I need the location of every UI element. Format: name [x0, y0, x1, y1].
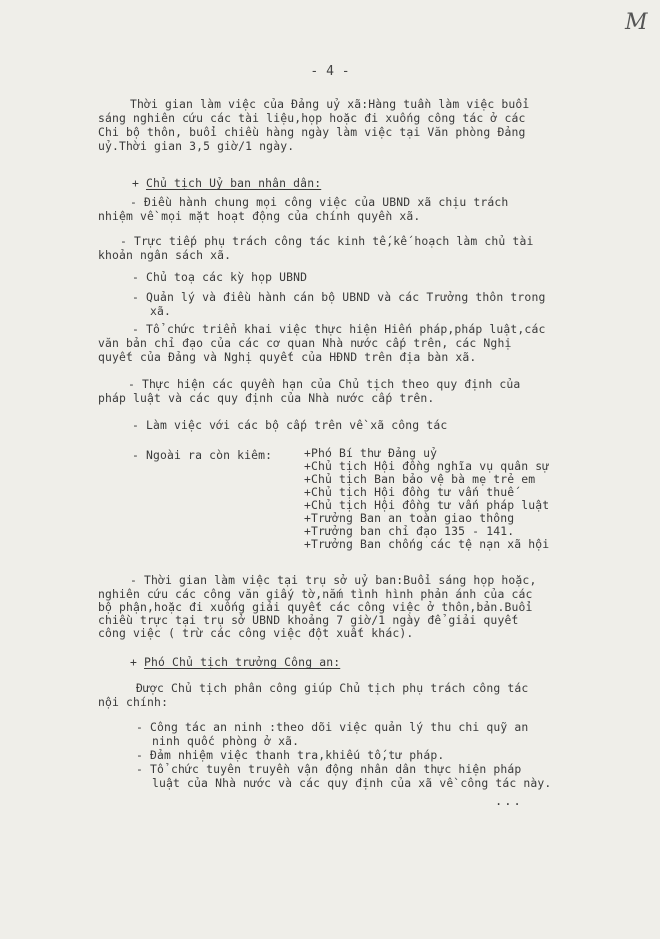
paragraph-12-line: - Công tác an ninh :theo dõi việc quản lý thu chi quỹ an: [136, 720, 529, 734]
paragraph-11-line: Được Chủ tịch phân công giúp Chủ tịch phụ trách công tác: [136, 681, 529, 695]
additional-roles-label: - Ngoài ra còn kiêm:: [132, 448, 273, 462]
handwritten-page-mark: M: [625, 10, 648, 35]
paragraph-10-line: - Thời gian làm việc tại trụ sở uỷ ban:Buổi sáng họp hoặc,: [130, 573, 537, 587]
paragraph-3-line: - Trực tiếp phụ trách công tác kinh tế,kế hoạch làm chủ tài: [120, 234, 534, 248]
paragraph-6-line: - Tổ chức triển khai việc thực hiện Hiến pháp,pháp luật,các: [132, 322, 546, 336]
paragraph-7-line: - Thực hiện các quyền hạn của Chủ tịch theo quy định của: [128, 377, 521, 391]
paragraph-6-line: văn bản chỉ đạo của các cơ quan Nhà nước cấp trên, các Nghị: [98, 336, 512, 350]
continuation-dots: ...: [495, 794, 523, 808]
additional-role-item: +Phó Bí thư Đảng uỷ: [304, 446, 438, 460]
paragraph-14-line: - Tổ chức tuyên truyền vận động nhân dân thực hiện pháp: [136, 762, 522, 776]
paragraph-6-line: quyết của Đảng và Nghị quyết của HĐND trên địa bàn xã.: [98, 350, 477, 364]
additional-role-item: +Chủ tịch Hội đồng nghĩa vụ quân sự: [304, 459, 550, 473]
paragraph-14-line: luật của Nhà nước và các quy định của xã về công tác này.: [152, 776, 552, 790]
additional-role-item: +Chủ tịch Hội đồng tư vấn pháp luật: [304, 498, 550, 512]
paragraph-2-line: - Điều hành chung mọi công việc của UBND xã chịu trách: [130, 195, 509, 209]
paragraph-1-line: sáng nghiên cứu các tài liệu,họp hoặc đi xuống công tác ở các: [98, 111, 526, 125]
additional-role-item: +Trưởng Ban an toàn giao thông: [304, 511, 515, 525]
additional-role-item: +Chủ tịch Ban bảo vệ bà mẹ trẻ em: [304, 472, 536, 486]
paragraph-5-line: xã.: [150, 304, 172, 318]
paragraph-10-line: công việc ( trừ các công việc đột xuất khác).: [98, 626, 414, 640]
paragraph-8-line: - Làm việc với các bộ cấp trên về xã công tác: [132, 418, 448, 432]
paragraph-10-line: bộ phận,hoặc đi xuống giải quyết các công việc ở thôn,bản.Buổi: [98, 600, 533, 614]
paragraph-10-line: nghiên cứu các công văn giấy tờ,nắm tình hình phản ánh của các: [98, 587, 533, 601]
section-heading-chairman: + Chủ tịch Uỷ ban nhân dân:: [132, 176, 322, 190]
additional-role-item: +Trưởng Ban chống các tệ nạn xã hội: [304, 537, 550, 551]
paragraph-10-line: chiều trực tại trụ sở UBND khoảng 7 giờ/1 ngày để giải quyết: [98, 613, 519, 627]
section-heading-vice-chairman: + Phó Chủ tịch trưởng Công an:: [130, 655, 341, 669]
page-number: - 4 -: [310, 64, 350, 79]
paragraph-11-line: nội chính:: [98, 695, 169, 709]
paragraph-4-line: - Chủ toạ các kỳ họp UBND: [132, 270, 308, 284]
paragraph-1-line: Thời gian làm việc của Đảng uỷ xã:Hàng tuần làm việc buổi: [130, 97, 530, 111]
paragraph-13-line: - Đảm nhiệm việc thanh tra,khiếu tố,tư pháp.: [136, 748, 445, 762]
paragraph-1-line: Chi bộ thôn, buổi chiều hàng ngày làm việc tại Văn phòng Đảng: [98, 125, 526, 139]
paragraph-5-line: - Quản lý và điều hành cán bộ UBND và các Trưởng thôn trong: [132, 290, 546, 304]
paragraph-2-line: nhiệm về mọi mặt hoạt động của chính quyền xã.: [98, 209, 421, 223]
additional-role-item: +Chủ tịch Hội đồng tư vấn thuế: [304, 485, 515, 499]
paragraph-7-line: pháp luật và các quy định của Nhà nước cấp trên.: [98, 391, 435, 405]
additional-role-item: +Trưởng ban chỉ đạo 135 - 141.: [304, 524, 515, 538]
paragraph-12-line: ninh quốc phòng ở xã.: [152, 734, 300, 748]
paragraph-1-line: uỷ.Thời gian 3,5 giờ/1 ngày.: [98, 139, 295, 153]
paragraph-3-line: khoản ngân sách xã.: [98, 248, 232, 262]
